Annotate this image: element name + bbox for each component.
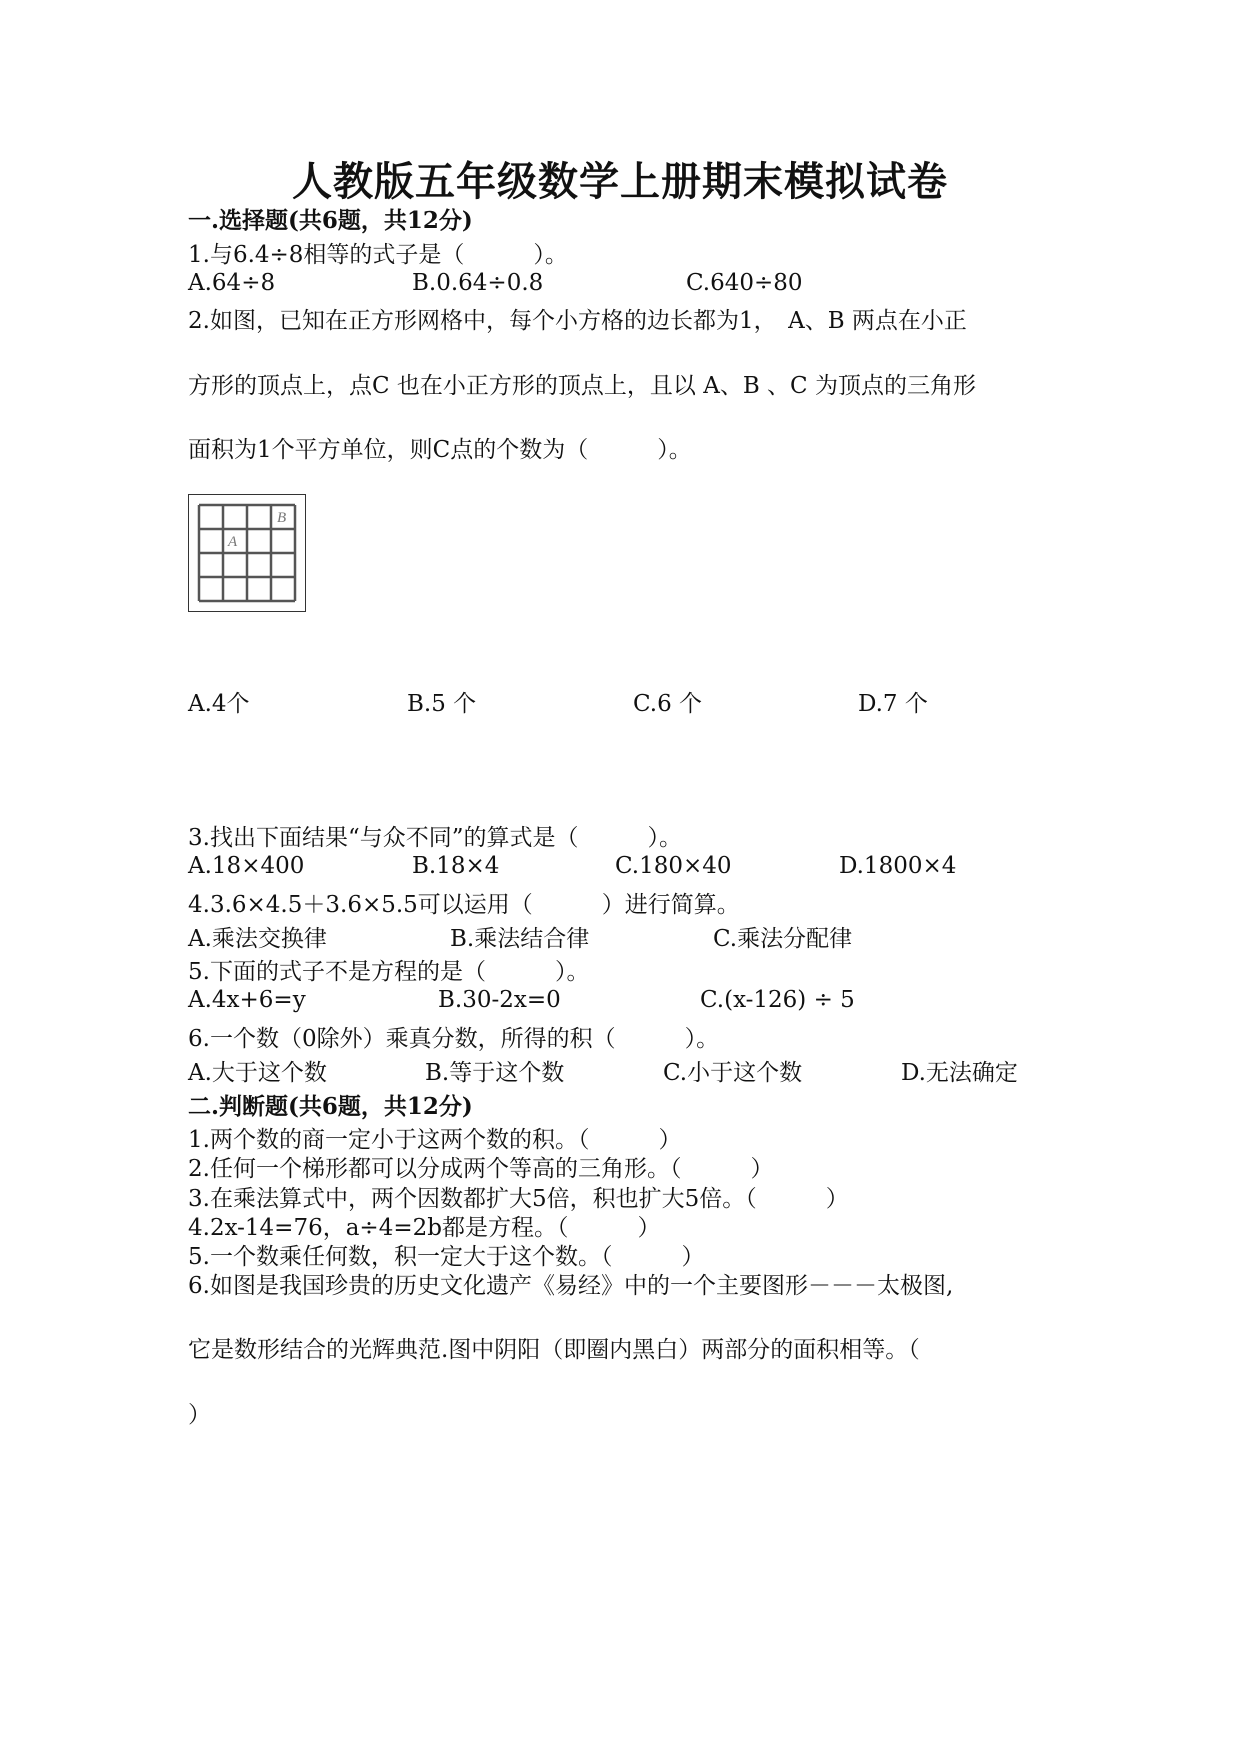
judgment-item-6-line-1: 6.如图是我国珍贵的历史文化遗产《易经》中的一个主要图形－－－太极图, [188,1273,954,1299]
judgment-item-6-line-3: ） [188,1402,211,1428]
q1-option-b: B.0.64÷0.8 [412,270,544,296]
q1-option-c: C.640÷80 [686,270,803,296]
q3-option-a: A.18×400 [188,853,305,879]
point-a-label: A [228,534,238,550]
page-title: 人教版五年级数学上册期末模拟试卷 [292,158,948,205]
q4-option-b: B.乘法结合律 [450,926,590,952]
question-1-stem: 1.与6.4÷8相等的式子是（ ）。 [188,242,568,268]
question-2-line-1: 2.如图，已知在正方形网格中，每个小方格的边长都为1， A、B 两点在小正 [188,308,967,334]
judgment-item-5: 5.一个数乘任何数，积一定大于这个数。（ ） [188,1244,705,1270]
section-heading-choice: 一.选择题(共6题，共12分) [188,207,473,234]
q6-option-b: B.等于这个数 [425,1060,565,1086]
q1-option-a: A.64÷8 [188,270,276,296]
point-b-label: B [277,510,287,526]
judgment-item-6-line-2: 它是数形结合的光辉典范.图中阴阳（即圈内黑白）两部分的面积相等。（ [188,1337,920,1363]
q6-option-d: D.无法确定 [901,1060,1018,1086]
q6-option-c: C.小于这个数 [663,1060,803,1086]
grid-svg [189,495,305,611]
q2-option-c: C.6 个 [633,691,703,717]
q2-option-b: B.5 个 [407,691,477,717]
question-5-stem: 5.下面的式子不是方程的是（ ）。 [188,959,590,985]
question-4-stem: 4.3.6×4.5＋3.6×5.5可以运用（ ）进行简算。 [188,892,740,918]
q6-option-a: A.大于这个数 [188,1060,327,1086]
q3-option-c: C.180×40 [615,853,732,879]
square-grid-figure [188,494,306,612]
judgment-item-2: 2.任何一个梯形都可以分成两个等高的三角形。（ ） [188,1156,774,1182]
q5-option-a: A.4x+6=y [188,987,306,1013]
question-2-line-2: 方形的顶点上，点C 也在小正方形的顶点上，且以 A、B 、C 为顶点的三角形 [188,373,976,399]
q3-option-b: B.18×4 [412,853,500,879]
judgment-item-3: 3.在乘法算式中，两个因数都扩大5倍，积也扩大5倍。（ ） [188,1186,849,1212]
q2-option-a: A.4个 [188,691,250,717]
question-2-line-3: 面积为1个平方单位，则C点的个数为（ ）。 [188,437,692,463]
judgment-item-4: 4.2x-14=76，a÷4=2b都是方程。（ ） [188,1215,661,1241]
q4-option-a: A.乘法交换律 [188,926,327,952]
question-3-stem: 3.找出下面结果“与众不同”的算式是（ ）。 [188,825,682,851]
q2-option-d: D.7 个 [858,691,928,717]
q5-option-c: C.(x-126) ÷ 5 [700,987,855,1013]
q5-option-b: B.30-2x=0 [438,987,561,1013]
question-6-stem: 6.一个数（0除外）乘真分数，所得的积（ ）。 [188,1026,720,1052]
judgment-item-1: 1.两个数的商一定小于这两个数的积。（ ） [188,1127,682,1153]
q4-option-c: C.乘法分配律 [713,926,853,952]
section-heading-judgment: 二.判断题(共6题，共12分) [188,1093,473,1120]
q3-option-d: D.1800×4 [839,853,957,879]
